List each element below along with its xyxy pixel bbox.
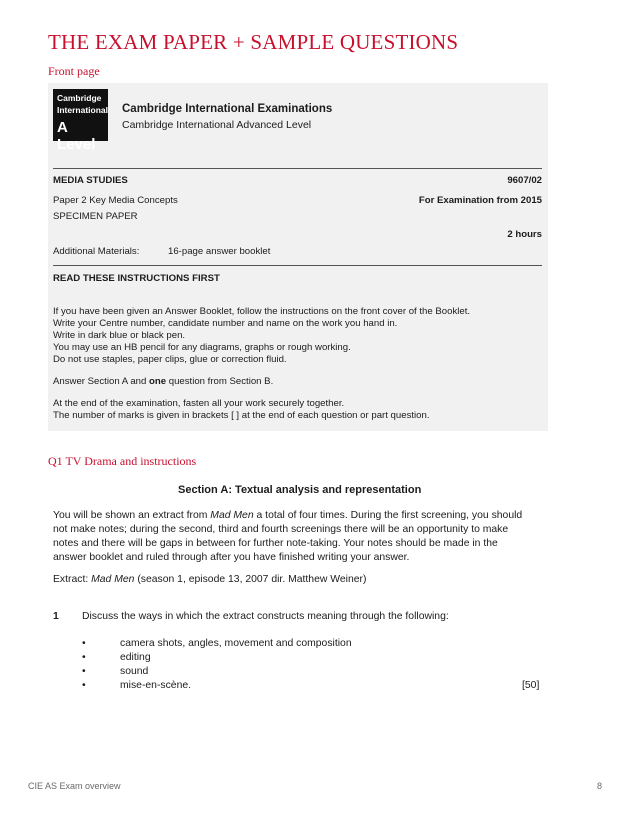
bullet-icon: • xyxy=(82,638,86,649)
extract-italic: Mad Men xyxy=(91,574,135,585)
instruction-line: You may use an HB pencil for any diagrams, graphs or rough working. xyxy=(53,342,351,353)
materials-label: Additional Materials: xyxy=(53,246,140,257)
subject: MEDIA STUDIES xyxy=(53,175,128,186)
extract-pre: Extract: xyxy=(53,574,92,585)
bullet-icon: • xyxy=(82,652,86,663)
p1-pre: You will be shown an extract from xyxy=(53,510,211,521)
org-subtitle: Cambridge International Advanced Level xyxy=(122,119,312,131)
page-title: THE EXAM PAPER + SAMPLE QUESTIONS xyxy=(48,30,459,54)
answer-bold: one xyxy=(149,376,167,387)
logo-line-2: International xyxy=(57,105,109,115)
extract-post: (season 1, episode 13, 2007 dir. Matthew Weiner) xyxy=(134,574,367,585)
bullet-item: mise-en-scène. xyxy=(120,680,192,691)
cambridge-logo xyxy=(53,89,109,153)
end-instruction: At the end of the examination, fasten all your work securely together. xyxy=(53,398,345,409)
instruction-line: Do not use staples, paper clips, glue or correction fluid. xyxy=(53,354,287,365)
bullet-item: sound xyxy=(120,666,149,677)
paragraph-line: notes and there will be gaps in between for further note-taking. Your notes should be made in the xyxy=(53,538,498,549)
end-instruction: The number of marks is given in brackets [ ] at the end of each question or part question. xyxy=(53,410,430,421)
instruction-line: If you have been given an Answer Booklet, follow the instructions on the front cover of the Booklet. xyxy=(53,306,471,317)
front-page-label: Front page xyxy=(48,64,100,78)
specimen-label: SPECIMEN PAPER xyxy=(53,211,138,222)
paragraph-line: not make notes; during the second, third and fourth screenings there will be an opportunity to make xyxy=(53,524,509,535)
bullet-item: camera shots, angles, movement and composition xyxy=(120,638,352,649)
bullet-icon: • xyxy=(82,680,86,691)
paragraph-line: answer booklet and ruled through after you have finished writing your answer. xyxy=(53,552,410,563)
bullet-item: editing xyxy=(120,652,151,663)
instructions-heading: READ THESE INSTRUCTIONS FIRST xyxy=(53,273,220,284)
divider xyxy=(53,168,542,169)
section-a-image xyxy=(48,478,548,700)
logo-line-3: A Level xyxy=(57,119,96,153)
answer-post: question from Section B. xyxy=(166,376,274,387)
section-heading: Section A: Textual analysis and representation xyxy=(178,484,422,496)
exam-front-page-image xyxy=(48,83,548,431)
org-name: Cambridge International Examinations xyxy=(122,103,333,115)
materials-value: 16-page answer booklet xyxy=(168,246,271,257)
question-text: Discuss the ways in which the extract constructs meaning through the following: xyxy=(82,611,449,622)
answer-instruction xyxy=(53,376,273,387)
p1-italic: Mad Men xyxy=(210,510,254,521)
footer-title: CIE AS Exam overview xyxy=(28,781,121,791)
bullet-icon: • xyxy=(82,666,86,677)
question-number: 1 xyxy=(53,611,59,622)
paragraph-line xyxy=(53,510,522,521)
divider xyxy=(53,265,542,266)
answer-pre: Answer Section A and xyxy=(53,376,149,387)
duration: 2 hours xyxy=(507,229,542,240)
paper-title: Paper 2 Key Media Concepts xyxy=(53,195,178,206)
extract-line xyxy=(53,574,366,585)
marks: [50] xyxy=(522,680,540,691)
instruction-line: Write your Centre number, candidate number and name on the work you hand in. xyxy=(53,318,398,329)
exam-year: For Examination from 2015 xyxy=(418,195,542,206)
page-number: 8 xyxy=(597,781,603,791)
q1-label: Q1 TV Drama and instructions xyxy=(48,454,197,468)
p1-post: a total of four times. During the first screening, you should xyxy=(253,510,523,521)
logo-line-1: Cambridge xyxy=(57,93,102,103)
paper-code: 9607/02 xyxy=(507,175,542,186)
instruction-line: Write in dark blue or black pen. xyxy=(53,330,186,341)
